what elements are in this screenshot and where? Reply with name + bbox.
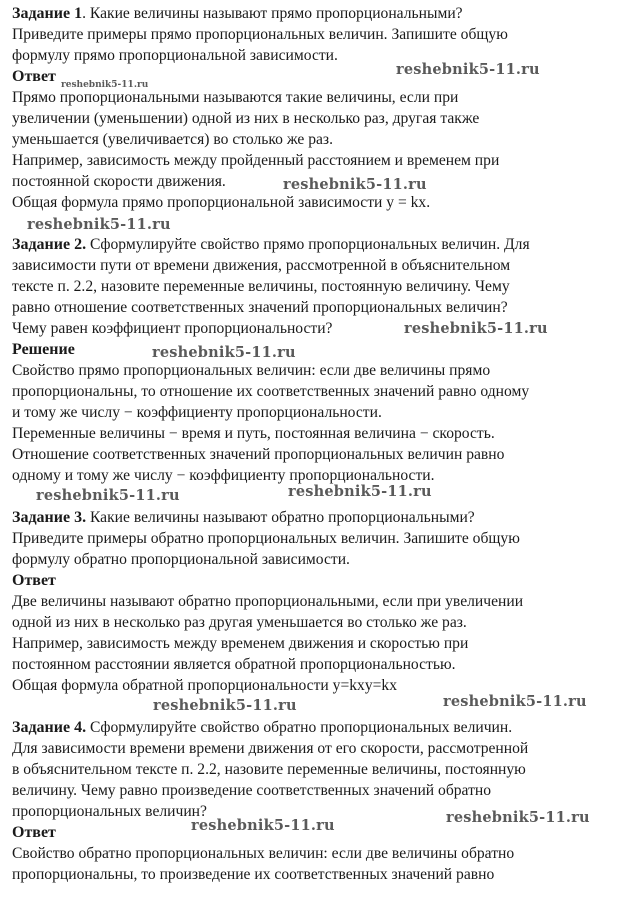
task2-solution-line: Отношение соответственных значений пропорциональных величин равно bbox=[12, 446, 505, 463]
task4-text-line: величину. Чему равно произведение соответственных значений обратно bbox=[12, 782, 492, 799]
task2-solution-line: и тому же числу − коэффициенту пропорциональности. bbox=[12, 404, 382, 421]
task2-text-line: зависимости пути от времени движения, рассмотренной в объяснительном bbox=[12, 257, 511, 274]
task2-text-line: Чему равен коэффициент пропорциональности? bbox=[12, 320, 333, 337]
watermark: reshebnik5-11.ru bbox=[153, 697, 297, 714]
task1-answer-line: уменьшается (увеличивается) во столько же раз. bbox=[12, 131, 333, 148]
task2-text-line: тексте п. 2.2, назовите переменные величины, постоянную величину. Чему bbox=[12, 278, 510, 295]
watermark: reshebnik5-11.ru bbox=[446, 809, 590, 826]
watermark: reshebnik5-11.ru bbox=[404, 320, 548, 337]
task3-answer-line: одной из них в несколько раз другая уменьшается во столько же раз. bbox=[12, 614, 467, 631]
task1-answer-line: увеличении (уменьшении) одной из них в несколько раз, другая также bbox=[12, 110, 480, 127]
task2-solution-line: одному и тому же числу − коэффициенту пропорциональности. bbox=[12, 467, 435, 484]
task1-text-line: . Какие величины называют прямо пропорциональными? bbox=[82, 5, 463, 22]
task2-text-line: Сформулируйте свойство прямо пропорциональных величин. Для bbox=[86, 236, 530, 253]
task1-heading-line bbox=[12, 4, 463, 24]
task1-text-line: формулу прямо пропорциональной зависимости. bbox=[12, 47, 338, 64]
task3-text-line: Приведите примеры обратно пропорциональных величин. Запишите общую bbox=[12, 530, 520, 547]
task4-answer-label: Ответ bbox=[12, 824, 56, 841]
task2-solution-line: Переменные величины − время и путь, постоянная величина − скорость. bbox=[12, 425, 495, 442]
task4-heading-line bbox=[12, 718, 512, 738]
task4-text-line: пропорциональных величин? bbox=[12, 803, 207, 820]
watermark: reshebnik5-11.ru bbox=[396, 61, 540, 78]
task2-solution-line: Свойство прямо пропорциональных величин: если две величины прямо bbox=[12, 362, 491, 379]
watermark: reshebnik5-11.ru bbox=[443, 693, 587, 710]
watermark: reshebnik5-11.ru bbox=[191, 817, 335, 834]
watermark: reshebnik5-11.ru bbox=[36, 487, 180, 504]
task1-text-line: Приведите примеры прямо пропорциональных величин. Запишите общую bbox=[12, 26, 508, 43]
watermark: reshebnik5-11.ru bbox=[152, 344, 296, 361]
task4-text-line: Для зависимости времени времени движения от его скорости, рассмотренной bbox=[12, 740, 529, 757]
watermark: reshebnik5-11.ru bbox=[27, 216, 171, 233]
task4-text-line: в объяснительном тексте п. 2.2, назовите переменные величины, постоянную bbox=[12, 761, 526, 778]
task4-answer-line: Свойство обратно пропорциональных величин: если две величины обратно bbox=[12, 845, 515, 862]
task2-solution-line: пропорциональны, то отношение их соответственных значений равно одному bbox=[12, 383, 530, 400]
task3-label: Задание 3. bbox=[12, 509, 87, 526]
task1-answer-line: Например, зависимость между пройденный расстоянием и временем при bbox=[12, 152, 500, 169]
task3-text-line: формулу обратно пропорциональной зависимости. bbox=[12, 551, 350, 568]
task1-label: Задание 1 bbox=[12, 5, 83, 22]
task3-text-line: Какие величины называют обратно пропорциональными? bbox=[86, 509, 475, 526]
task4-label: Задание 4. bbox=[12, 719, 87, 736]
task1-answer-line: постоянной скорости движения. bbox=[12, 173, 226, 190]
task3-answer-line: Общая формула обратной пропорциональности y=kxy=kx bbox=[12, 677, 398, 694]
task2-heading-line bbox=[12, 235, 530, 255]
task3-answer-line: постоянном расстоянии является обратной пропорциональностью. bbox=[12, 656, 456, 673]
task3-heading-line bbox=[12, 508, 475, 528]
task1-answer-line: Общая формула прямо пропорциональной зависимости y = kx. bbox=[12, 194, 431, 211]
task4-text-line: Сформулируйте свойство обратно пропорциональных величин. bbox=[86, 719, 513, 736]
watermark: reshebnik5-11.ru bbox=[283, 176, 427, 193]
task3-answer-label: Ответ bbox=[12, 572, 56, 589]
watermark: reshebnik5-11.ru bbox=[61, 80, 149, 90]
task2-label: Задание 2. bbox=[12, 236, 87, 253]
watermark: reshebnik5-11.ru bbox=[288, 483, 432, 500]
task3-answer-line: Например, зависимость между временем движения и скоростью при bbox=[12, 635, 469, 652]
task2-text-line: равно отношение соответственных значений пропорциональных величин? bbox=[12, 299, 508, 316]
task1-answer-line: Прямо пропорциональными называются такие величины, если при bbox=[12, 89, 459, 106]
task4-answer-line: пропорциональны, то произведение их соответственных значений равно bbox=[12, 866, 495, 883]
task1-answer-label: Ответ bbox=[12, 68, 56, 85]
task2-solution-label: Решение bbox=[12, 341, 75, 358]
task3-answer-line: Две величины называют обратно пропорциональными, если при увеличении bbox=[12, 593, 524, 610]
